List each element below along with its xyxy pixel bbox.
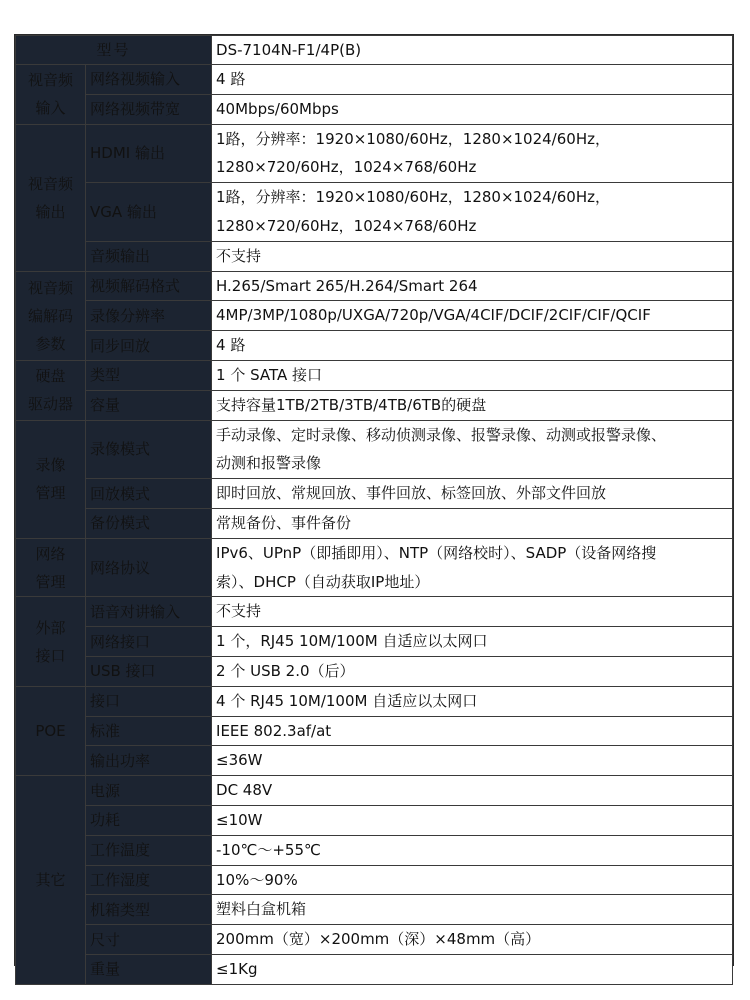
spec-value (212, 124, 733, 183)
spec-value-line: 4MP/3MP/1080p/UXGA/720p/VGA/4CIF/DCIF/2CIF/CIF/QCIF (216, 306, 651, 325)
spec-row (16, 954, 733, 984)
spec-value-line: 1 个，RJ45 10M/100M 自适应以太网口 (216, 632, 488, 651)
spec-value-line: 4 路 (216, 70, 246, 88)
spec-value-line: 4 路 (216, 336, 246, 355)
spec-value (212, 420, 733, 479)
spec-key: 输出功率 (86, 746, 212, 776)
spec-value (212, 776, 733, 806)
spec-key: 网络视频输入 (86, 65, 212, 95)
spec-key: 尺寸 (86, 925, 212, 955)
spec-value-line: IEEE 802.3af/at (216, 721, 332, 740)
spec-key: 工作温度 (86, 835, 212, 865)
spec-value-line: 常规备份、事件备份 (216, 513, 352, 532)
spec-key: 备份模式 (86, 508, 212, 538)
section-category: 视音频 输入 (16, 65, 86, 125)
spec-row (16, 390, 733, 420)
spec-value (212, 656, 733, 686)
spec-value-line: IPv6、UPnP（即插即用）、NTP（网络校时）、SADP（设备网络搜 (216, 543, 657, 562)
spec-key: 录像模式 (86, 420, 212, 479)
section-category: 视音频 输出 (16, 124, 86, 271)
spec-key: 电源 (86, 776, 212, 806)
spec-value (212, 895, 733, 925)
spec-key: 回放模式 (86, 479, 212, 509)
section-category: 录像 管理 (16, 420, 86, 538)
spec-value-line: 手动录像、定时录像、移动侦测录像、报警录像、动测或报警录像、 (216, 425, 667, 444)
spec-row (16, 508, 733, 538)
spec-row (16, 895, 733, 925)
spec-row (16, 183, 733, 242)
spec-value (212, 716, 733, 746)
spec-row (16, 716, 733, 746)
spec-row (16, 271, 733, 301)
spec-value (212, 65, 733, 95)
spec-row (16, 776, 733, 806)
spec-key: 接口 (86, 686, 212, 716)
spec-sheet (14, 34, 734, 979)
spec-value (212, 508, 733, 538)
spec-row (16, 746, 733, 776)
spec-value-line: H.265/Smart 265/H.264/Smart 264 (216, 276, 478, 295)
section-category: 硬盘 驱动器 (16, 360, 86, 420)
spec-value (212, 390, 733, 420)
model-label: 型号 (16, 36, 212, 65)
section-category: POE (16, 686, 86, 775)
spec-value (212, 241, 733, 271)
spec-value-line: 1 个 SATA 接口 (216, 365, 323, 384)
section-category: 外部 接口 (16, 597, 86, 686)
spec-key: HDMI 输出 (86, 124, 212, 183)
spec-value-line: 1280×720/60Hz，1024×768/60Hz (216, 216, 477, 235)
spec-value (212, 835, 733, 865)
spec-value-line: 索）、DHCP（自动获取IP地址） (216, 572, 430, 591)
spec-row (16, 94, 733, 124)
spec-key: 网络接口 (86, 627, 212, 657)
spec-value-line: ≤36W (216, 751, 263, 770)
spec-key: USB 接口 (86, 656, 212, 686)
spec-row (16, 124, 733, 183)
spec-key: 网络视频带宽 (86, 94, 212, 124)
spec-value-line: 支持容量1TB/2TB/3TB/4TB/6TB的硬盘 (216, 395, 487, 414)
spec-value (212, 627, 733, 657)
spec-value (212, 538, 733, 597)
spec-key: 同步回放 (86, 331, 212, 361)
spec-key: 重量 (86, 954, 212, 984)
spec-row (16, 865, 733, 895)
spec-value-line: 即时回放、常规回放、事件回放、标签回放、外部文件回放 (216, 484, 607, 503)
spec-table (15, 35, 733, 985)
spec-value-line: 200mm（宽）×200mm（深）×48mm（高） (216, 930, 541, 949)
spec-key: 类型 (86, 360, 212, 390)
spec-key: 容量 (86, 390, 212, 420)
section-category: 网络 管理 (16, 538, 86, 597)
spec-row (16, 241, 733, 271)
spec-value (212, 183, 733, 242)
spec-key: 机箱类型 (86, 895, 212, 925)
spec-value-line: 不支持 (216, 602, 262, 621)
spec-row (16, 65, 733, 95)
spec-key: 工作湿度 (86, 865, 212, 895)
spec-table-body (16, 36, 733, 985)
spec-key: 录像分辨率 (86, 301, 212, 331)
spec-value-line: 2 个 USB 2.0（后） (216, 661, 355, 680)
spec-value-line: 4 个 RJ45 10M/100M 自适应以太网口 (216, 691, 478, 710)
spec-row (16, 597, 733, 627)
spec-value-line: 40Mbps/60Mbps (216, 99, 339, 118)
spec-value-line: 1路，分辨率：1920×1080/60Hz，1280×1024/60Hz， (216, 129, 610, 148)
spec-value-line: 1280×720/60Hz，1024×768/60Hz (216, 158, 477, 177)
spec-row (16, 627, 733, 657)
model-row (16, 36, 733, 65)
spec-key: 网络协议 (86, 538, 212, 597)
spec-value-line: 动测和报警录像 (216, 454, 322, 473)
spec-key: 标准 (86, 716, 212, 746)
spec-value-line: 塑料白盒机箱 (216, 900, 307, 919)
spec-key: VGA 输出 (86, 183, 212, 242)
spec-value (212, 954, 733, 984)
spec-value (212, 686, 733, 716)
spec-row (16, 656, 733, 686)
spec-row (16, 420, 733, 479)
spec-key: 视频解码格式 (86, 271, 212, 301)
spec-key: 功耗 (86, 805, 212, 835)
spec-row (16, 479, 733, 509)
spec-value-line: 不支持 (216, 246, 262, 265)
spec-value (212, 479, 733, 509)
spec-row (16, 360, 733, 390)
spec-value (212, 805, 733, 835)
spec-value-line: ≤10W (216, 810, 263, 829)
spec-row (16, 686, 733, 716)
spec-key: 语音对讲输入 (86, 597, 212, 627)
section-category: 其它 (16, 776, 86, 985)
spec-value (212, 925, 733, 955)
spec-row (16, 301, 733, 331)
spec-value (212, 597, 733, 627)
spec-value (212, 271, 733, 301)
spec-value-line: 10%～90% (216, 870, 298, 889)
spec-row (16, 805, 733, 835)
spec-value (212, 331, 733, 361)
section-category: 视音频 编解码 参数 (16, 271, 86, 360)
spec-value (212, 360, 733, 390)
spec-value-line: ≤1Kg (216, 959, 258, 978)
spec-row (16, 925, 733, 955)
model-value: DS-7104N-F1/4P(B) (212, 36, 733, 65)
spec-row (16, 331, 733, 361)
spec-row (16, 538, 733, 597)
spec-value (212, 94, 733, 124)
spec-key: 音频输出 (86, 241, 212, 271)
spec-value-line: -10℃～+55℃ (216, 840, 321, 859)
spec-value (212, 746, 733, 776)
spec-value (212, 865, 733, 895)
spec-row (16, 835, 733, 865)
spec-value-line: DC 48V (216, 781, 273, 800)
spec-value (212, 301, 733, 331)
spec-value-line: 1路，分辨率：1920×1080/60Hz，1280×1024/60Hz， (216, 188, 610, 207)
